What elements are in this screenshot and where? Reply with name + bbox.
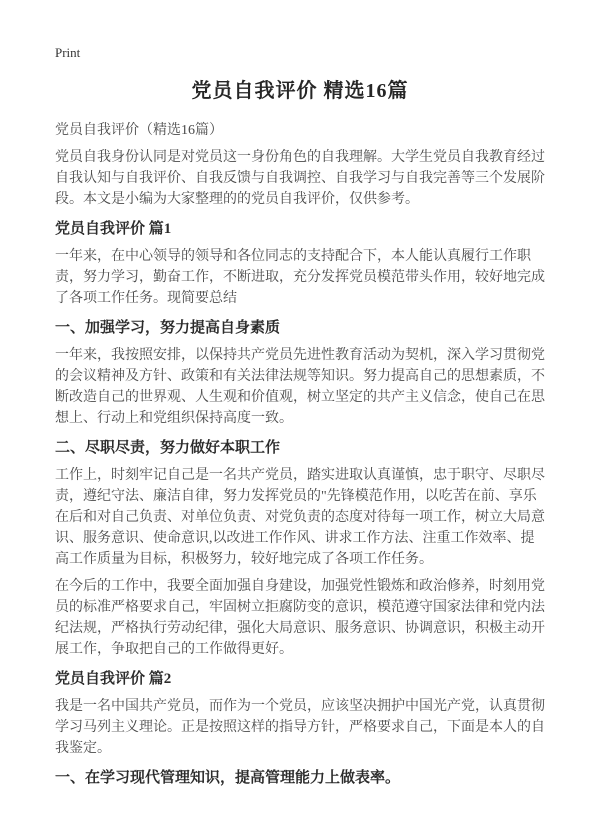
page-title: 党员自我评价 精选16篇: [191, 80, 409, 102]
section-heading: 党员自我评价 篇2: [55, 671, 172, 687]
section-heading: 党员自我评价 篇1: [55, 221, 172, 237]
article-paragraph: 在今后的工作中，我要全面加强自身建设，加强党性锻炼和政治修养，时刻用党员的标准严格要求自己，牢固树立拒腐防变的意识，模范遵守国家法律和党内法纪法规，严格执行劳动纪律，强化大局意识、服务意识、协调意识，积极主动开展工作，争取把自己的工作做得更好。: [55, 579, 545, 657]
article-paragraph: 我是一名中国共产党员，而作为一个党员，应该坚决拥护中国光产党，认真贯彻学习马列主义理论。正是按照这样的指导方针，严格要求自己，下面是本人的自我鉴定。: [55, 699, 545, 756]
print-link[interactable]: Print: [55, 45, 81, 60]
article-paragraph: 党员自我评价（精选16篇）: [55, 123, 223, 138]
article-paragraph: 党员自我身份认同是对党员这一身份角色的自我理解。大学生党员自我教育经过自我认知与自我评价、自我反馈与自我调控、自我学习与自我完善等三个发展阶段。本文是小编为大家整理的的党员自我评价，仅供参考。: [55, 150, 545, 207]
section-heading: 一、加强学习，努力提高自身素质: [55, 320, 281, 336]
article-paragraph: 一年来，我按照安排，以保持共产党员先进性教育活动为契机，深入学习贯彻党的会议精神及方针、政策和有关法律法规等知识。努力提高自己的思想素质，不断改造自己的世界观、人生观和价值观，树立坚定的共产主义信念，使自己在思想上、行动上和党组织保持高度一致。: [55, 348, 545, 426]
article-body: [55, 120, 545, 789]
section-heading: 一、在学习现代管理知识，提高管理能力上做表率。: [55, 770, 401, 786]
article-paragraph: 工作上，时刻牢记自己是一名共产党员，踏实进取认真谨慎，忠于职守、尽职尽责，遵纪守法、廉洁自律，努力发挥党员的"先锋模范作用，以吃苦在前、享乐在后和对自己负责、对单位负责、对党负责的态度对待每一项工作，树立大局意识、服务意识、使命意识,以改进工作作风、讲求工作方法、注重工作效率、提高工作质量为目标，积极努力，较好地完成了各项工作任务。: [55, 468, 545, 567]
section-heading: 二、尽职尽责，努力做好本职工作: [55, 440, 281, 456]
article-paragraph: 一年来，在中心领导的领导和各位同志的支持配合下，本人能认真履行工作职责，努力学习，勤奋工作，不断进取，充分发挥党员模范带头作用，较好地完成了各项工作任务。现简要总结: [55, 249, 545, 306]
